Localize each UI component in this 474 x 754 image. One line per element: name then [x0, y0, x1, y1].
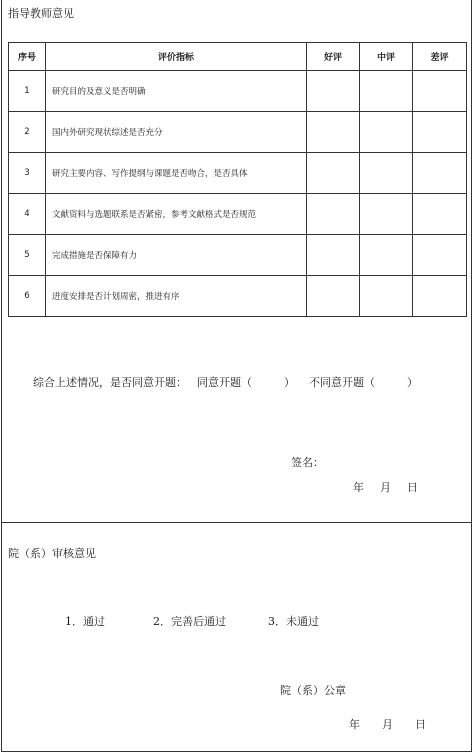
option-pass-after-revision[interactable]: 2．完善后通过 — [153, 615, 226, 628]
review-options — [65, 613, 319, 629]
row-number: 6 — [9, 276, 46, 317]
row-criterion: 完成措施是否保障有力 — [46, 235, 307, 276]
option-pass[interactable]: 1．通过 — [65, 615, 105, 628]
approval-question — [33, 374, 418, 390]
disagree-close: ） — [407, 376, 418, 389]
cell-medium[interactable] — [360, 276, 413, 317]
table-row — [9, 276, 467, 317]
cell-good[interactable] — [307, 235, 360, 276]
department-date — [349, 716, 426, 732]
header-criteria: 评价指标 — [46, 43, 307, 71]
header-poor: 差评 — [413, 43, 467, 71]
option-fail[interactable]: 3．未通过 — [268, 615, 319, 628]
date-month: 月 — [382, 718, 393, 731]
cell-medium[interactable] — [360, 71, 413, 112]
date-day: 日 — [415, 718, 426, 731]
section-divider — [1, 522, 472, 523]
section-title-advisor: 指导教师意见 — [8, 7, 74, 20]
table-row — [9, 112, 467, 153]
cell-medium[interactable] — [360, 153, 413, 194]
row-number: 4 — [9, 194, 46, 235]
row-criterion: 进度安排是否计划周密，推进有序 — [46, 276, 307, 317]
row-criterion: 文献资料与选题联系是否紧密，参考文献格式是否规范 — [46, 194, 307, 235]
section-title-department: 院（系）审核意见 — [8, 547, 96, 560]
cell-poor[interactable] — [413, 112, 467, 153]
cell-poor[interactable] — [413, 194, 467, 235]
cell-poor[interactable] — [413, 71, 467, 112]
row-number: 2 — [9, 112, 46, 153]
row-criterion: 国内外研究现状综述是否充分 — [46, 112, 307, 153]
cell-good[interactable] — [307, 276, 360, 317]
row-number: 3 — [9, 153, 46, 194]
seal-label: 院（系）公章 — [280, 684, 346, 697]
date-day: 日 — [407, 481, 418, 494]
cell-good[interactable] — [307, 112, 360, 153]
cell-medium[interactable] — [360, 112, 413, 153]
row-criterion: 研究主要内容、写作提纲与课题是否吻合，是否具体 — [46, 153, 307, 194]
disagree-option[interactable] — [309, 376, 418, 389]
agree-option[interactable] — [197, 376, 295, 389]
cell-good[interactable] — [307, 194, 360, 235]
cell-good[interactable] — [307, 71, 360, 112]
advisor-date — [353, 479, 418, 495]
cell-medium[interactable] — [360, 194, 413, 235]
cell-poor[interactable] — [413, 276, 467, 317]
date-year: 年 — [353, 481, 364, 494]
approval-question-text: 综合上述情况，是否同意开题： — [33, 376, 187, 389]
agree-close: ） — [284, 376, 295, 389]
evaluation-table — [8, 42, 467, 317]
cell-good[interactable] — [307, 153, 360, 194]
table-row — [9, 235, 467, 276]
table-row — [9, 194, 467, 235]
row-number: 5 — [9, 235, 46, 276]
table-header-row — [9, 43, 467, 71]
date-year: 年 — [349, 718, 360, 731]
cell-poor[interactable] — [413, 153, 467, 194]
table-row — [9, 153, 467, 194]
header-good: 好评 — [307, 43, 360, 71]
date-month: 月 — [380, 481, 391, 494]
signature-label: 签名： — [291, 456, 324, 469]
row-number: 1 — [9, 71, 46, 112]
cell-medium[interactable] — [360, 235, 413, 276]
row-criterion: 研究目的及意义是否明确 — [46, 71, 307, 112]
table-row — [9, 71, 467, 112]
agree-label: 同意开题（ — [197, 376, 252, 389]
disagree-label: 不同意开题（ — [309, 376, 375, 389]
header-medium: 中评 — [360, 43, 413, 71]
cell-poor[interactable] — [413, 235, 467, 276]
header-no: 序号 — [9, 43, 46, 71]
